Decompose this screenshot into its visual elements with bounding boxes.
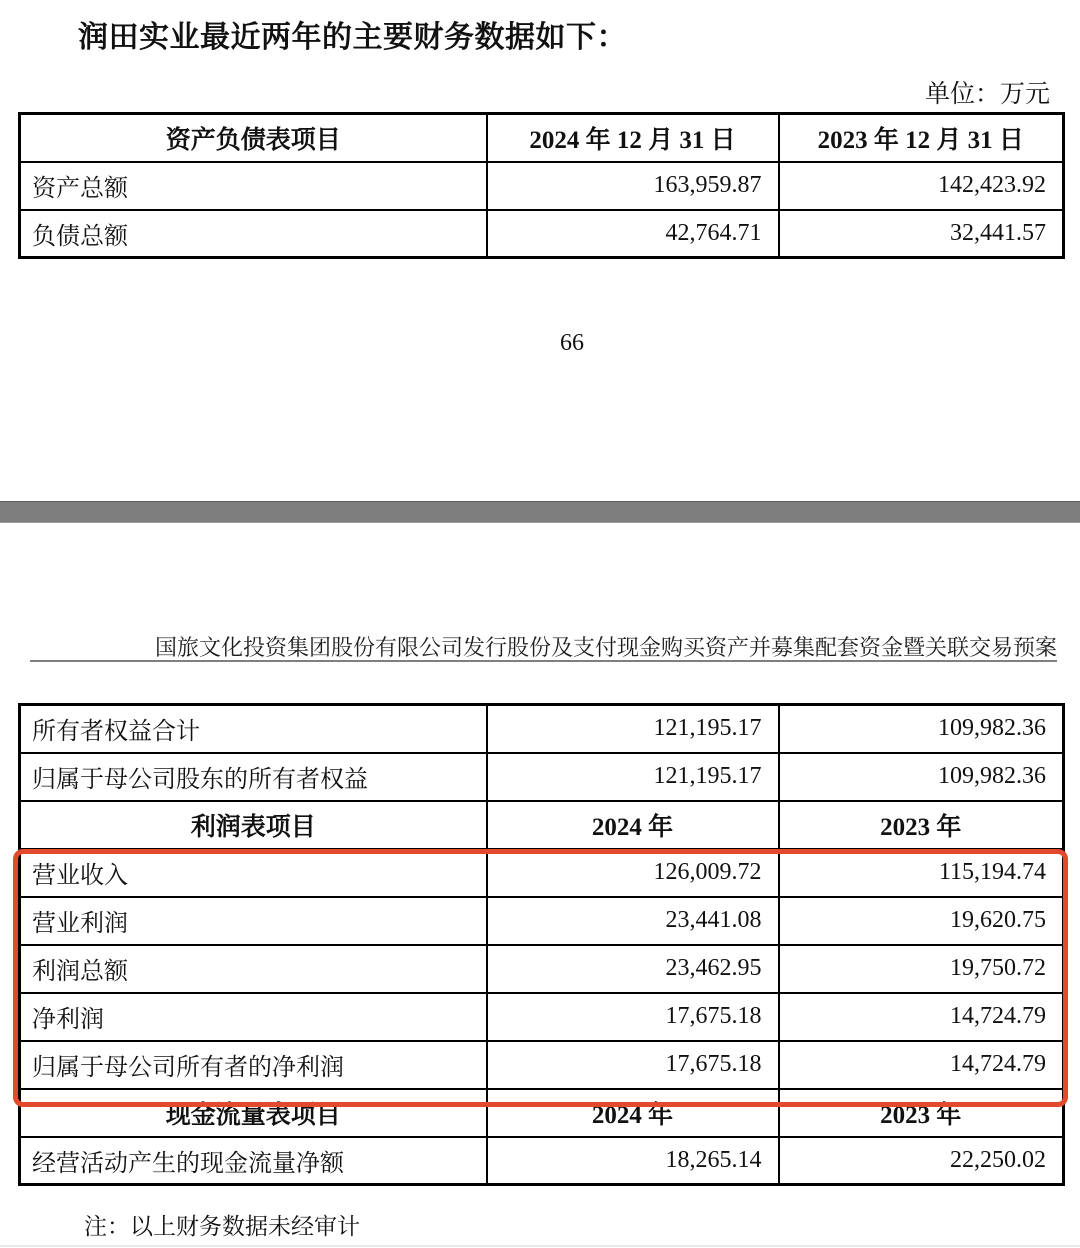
row-label: 归属于母公司股东的所有者权益	[20, 753, 487, 801]
table-row	[20, 210, 1064, 258]
section-header-2023-col: 2023 年	[779, 801, 1064, 849]
row-value-2024: 23,441.08	[487, 897, 779, 945]
row-label: 经营活动产生的现金流量净额	[20, 1137, 487, 1185]
row-value-2023: 22,250.02	[779, 1137, 1064, 1185]
row-value-2024: 126,009.72	[487, 849, 779, 897]
row-label: 净利润	[20, 993, 487, 1041]
table-row-highlighted	[20, 897, 1064, 945]
row-value-2023: 14,724.79	[779, 1041, 1064, 1089]
row-value-2024: 18,265.14	[487, 1137, 779, 1185]
table-row-highlighted	[20, 945, 1064, 993]
table-header-row	[20, 114, 1064, 162]
row-label: 营业利润	[20, 897, 487, 945]
balance-header-2023-col: 2023 年 12 月 31 日	[779, 114, 1064, 162]
section-header-label: 利润表项目	[20, 801, 487, 849]
section-title: 润田实业最近两年的主要财务数据如下：	[78, 21, 627, 54]
table-row-highlighted	[20, 849, 1064, 897]
financial-summary-table	[18, 703, 1065, 1186]
cash-flow-header-row	[20, 1089, 1064, 1137]
row-value-2023: 19,750.72	[779, 945, 1064, 993]
table-row	[20, 705, 1064, 753]
section-header-2024-col: 2024 年	[487, 801, 779, 849]
row-value-2023: 19,620.75	[779, 897, 1064, 945]
row-value-2023: 109,982.36	[779, 705, 1064, 753]
section-header-2024-col: 2024 年	[487, 1089, 779, 1137]
row-value-2023: 115,194.74	[779, 849, 1064, 897]
row-value-2024: 42,764.71	[487, 210, 779, 258]
section-header-2023-col: 2023 年	[779, 1089, 1064, 1137]
row-value-2024: 17,675.18	[487, 1041, 779, 1089]
unit-label: 单位：万元	[924, 81, 1050, 108]
row-value-2024: 163,959.87	[487, 162, 779, 210]
page-number: 66	[560, 330, 584, 356]
table-row	[20, 162, 1064, 210]
document-header-rule	[30, 660, 1057, 662]
row-value-2023: 142,423.92	[779, 162, 1064, 210]
bottom-faint-line	[0, 1245, 1080, 1247]
row-label: 负债总额	[20, 210, 487, 258]
row-value-2023: 109,982.36	[779, 753, 1064, 801]
balance-header-2024-col: 2024 年 12 月 31 日	[487, 114, 779, 162]
footnote: 注：以上财务数据未经审计	[84, 1214, 360, 1239]
row-value-2024: 121,195.17	[487, 753, 779, 801]
row-value-2024: 121,195.17	[487, 705, 779, 753]
row-label: 利润总额	[20, 945, 487, 993]
table-row-highlighted	[20, 993, 1064, 1041]
table-row	[20, 1137, 1064, 1185]
row-value-2024: 17,675.18	[487, 993, 779, 1041]
row-label: 营业收入	[20, 849, 487, 897]
table-row-highlighted	[20, 1041, 1064, 1089]
section-header-label: 现金流量表项目	[20, 1089, 487, 1137]
row-label: 归属于母公司所有者的净利润	[20, 1041, 487, 1089]
row-value-2023: 32,441.57	[779, 210, 1064, 258]
row-value-2024: 23,462.95	[487, 945, 779, 993]
document-header: 国旅文化投资集团股份有限公司发行股份及支付现金购买资产并募集配套资金暨关联交易预案	[154, 635, 1057, 660]
row-value-2023: 14,724.79	[779, 993, 1064, 1041]
row-label: 所有者权益合计	[20, 705, 487, 753]
income-statement-header-row	[20, 801, 1064, 849]
balance-sheet-table	[18, 112, 1065, 259]
row-label: 资产总额	[20, 162, 487, 210]
page-break-bar	[0, 501, 1080, 523]
balance-header-item-col: 资产负债表项目	[20, 114, 487, 162]
table-row	[20, 753, 1064, 801]
